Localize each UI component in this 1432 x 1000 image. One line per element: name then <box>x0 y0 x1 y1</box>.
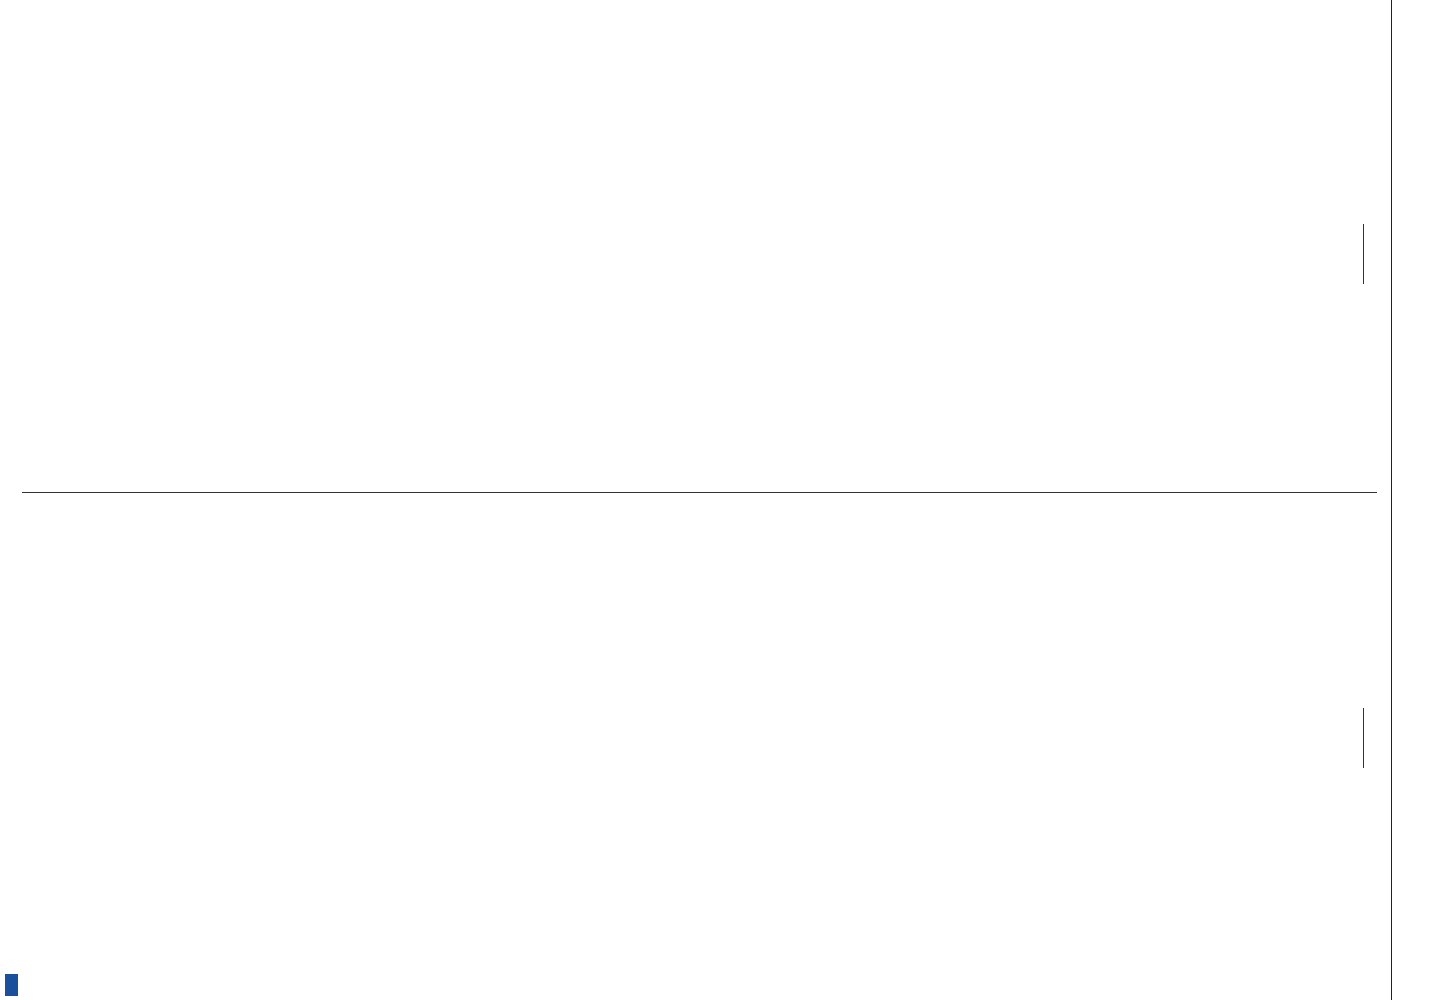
right-column <box>1353 507 1370 969</box>
dfg-logo <box>5 974 18 996</box>
left-column <box>1353 28 1370 480</box>
side-strip <box>0 0 22 1000</box>
minutes-rule <box>1363 708 1364 768</box>
dfg-credit <box>2 436 20 996</box>
column-divider <box>10 492 1377 493</box>
title-rule <box>1363 224 1364 284</box>
header-rule <box>1391 0 1392 1000</box>
